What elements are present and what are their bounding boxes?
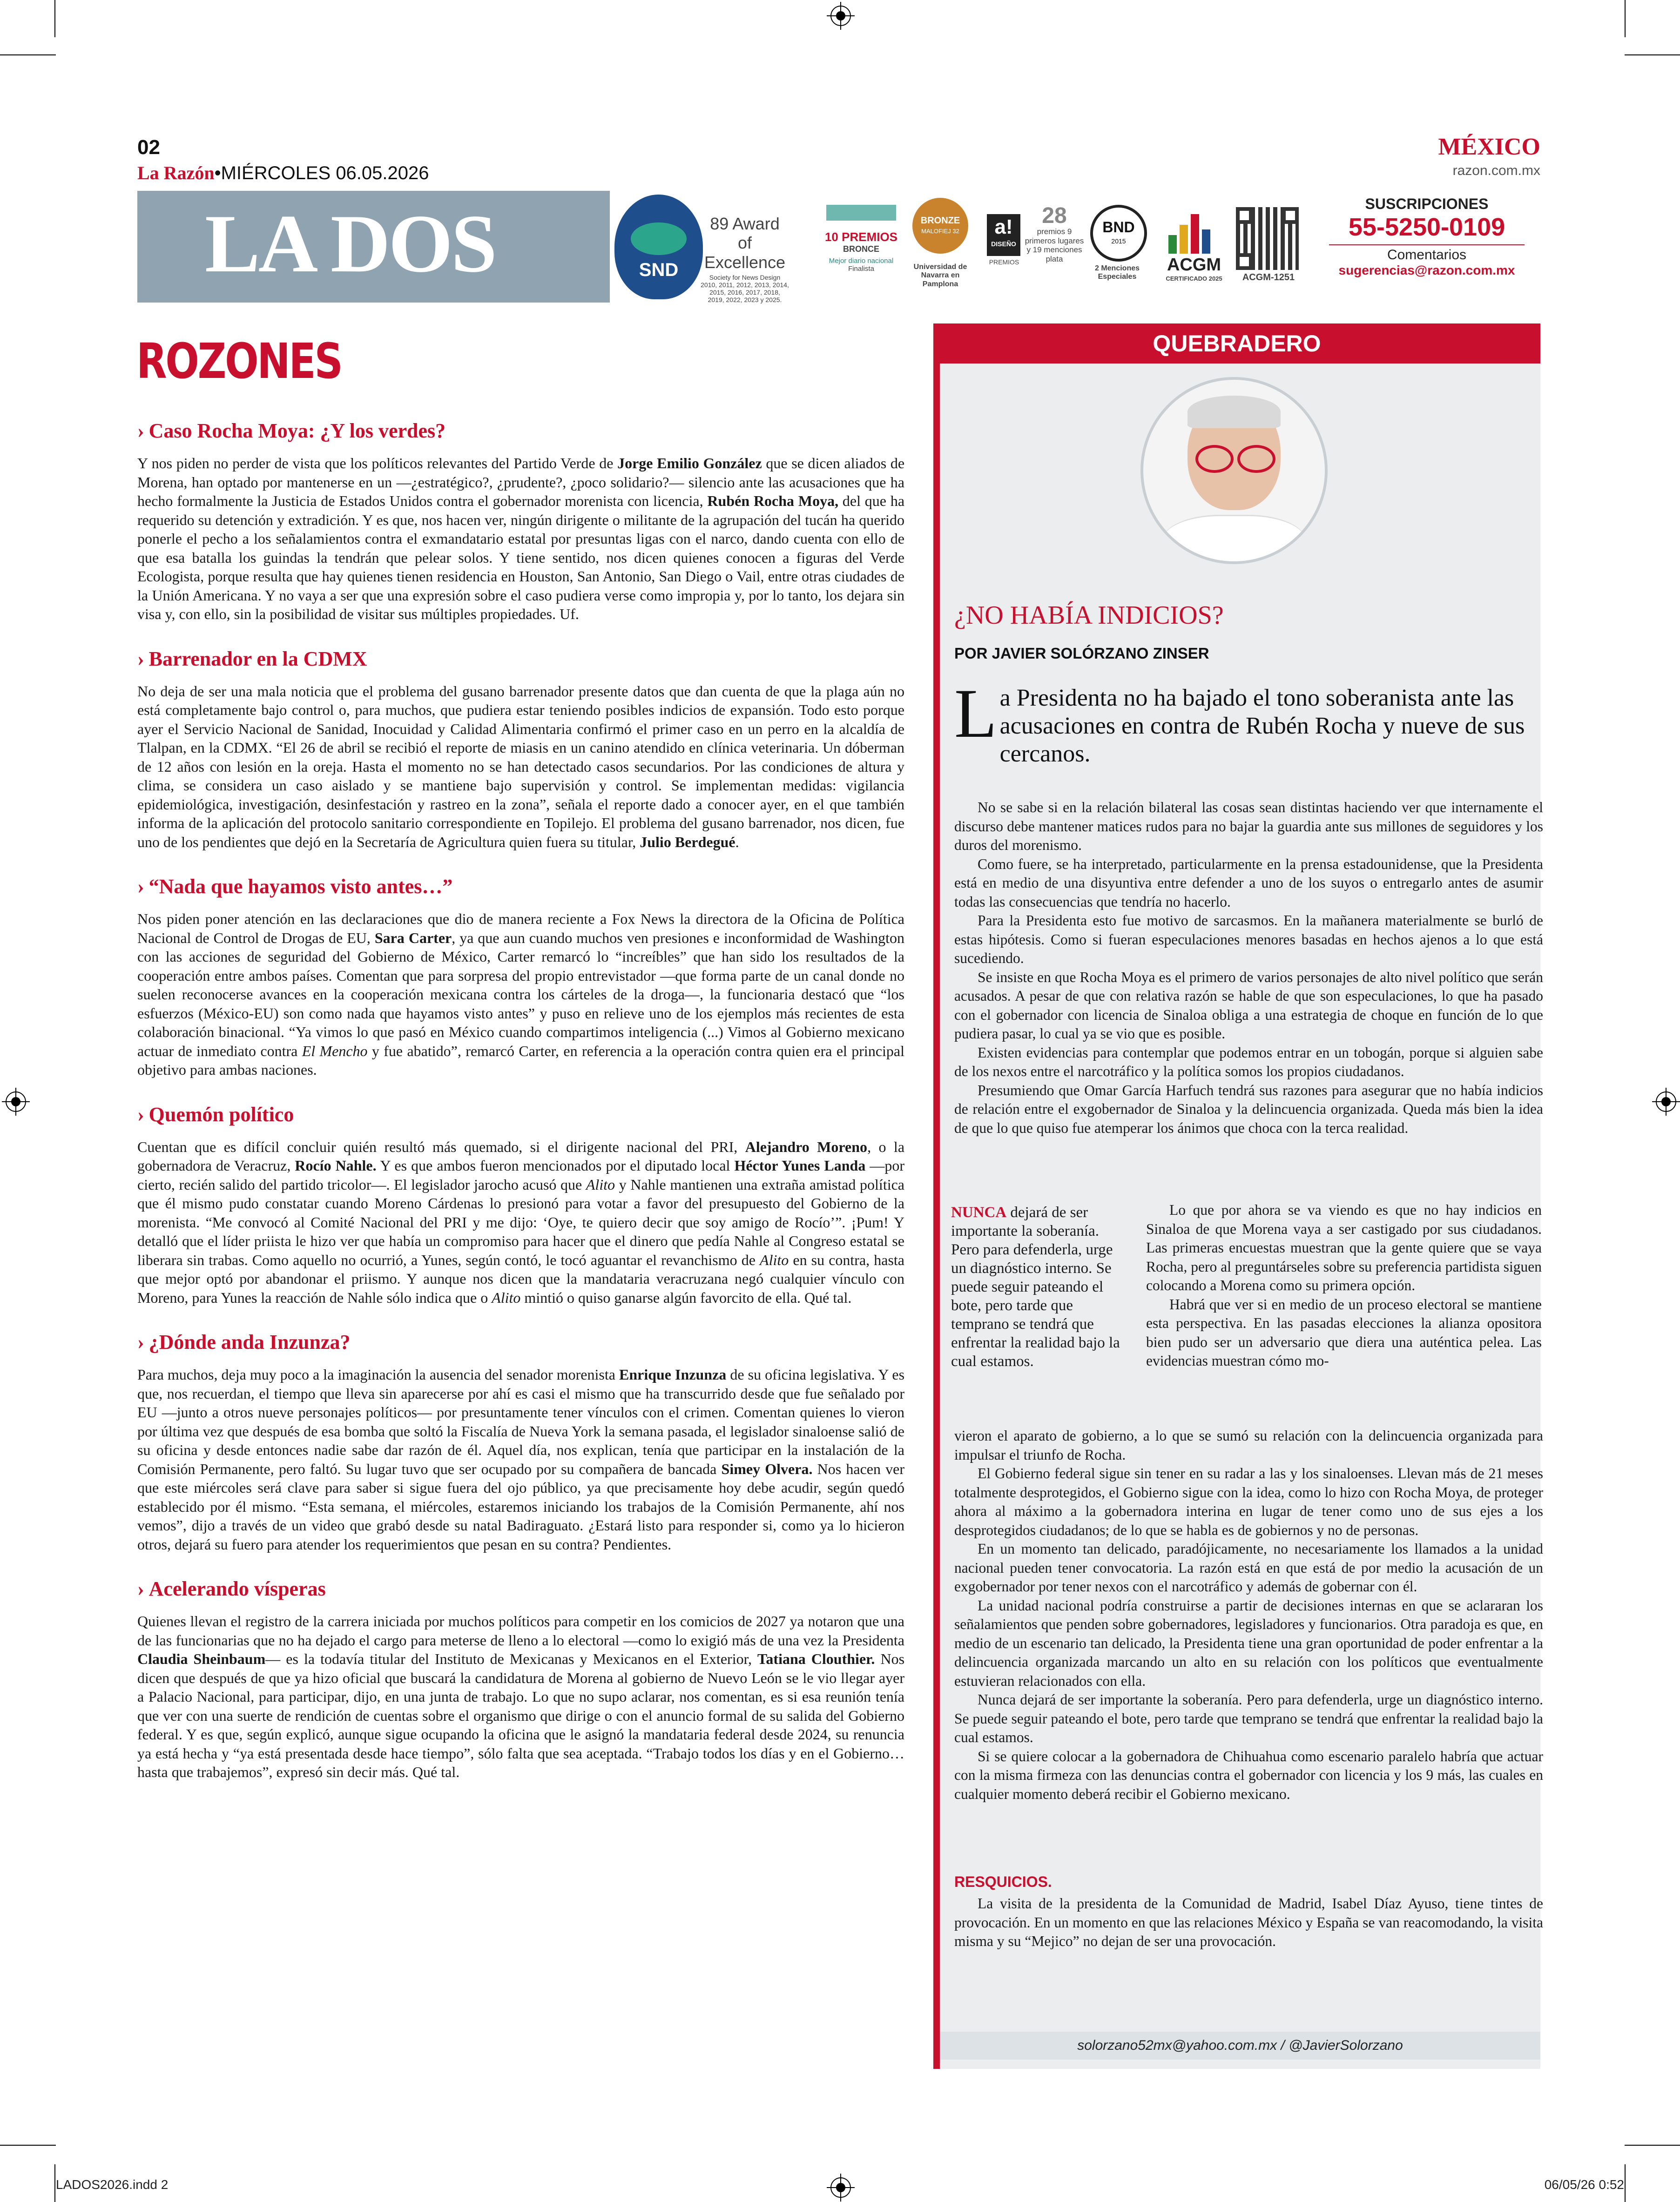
date: MIÉRCOLES 06.05.2026 bbox=[221, 163, 429, 183]
paragraph: Si se quiere colocar a la gobernadora de Chihuahua como escenario paralelo habría que actuar con la misma firmeza con las denuncias contra el gobernador con licencia y los 9 más, las cuales en cualquier momento deberá recibir el Gobierno mexicano. bbox=[954, 1748, 1543, 1802]
author-photo bbox=[1140, 377, 1328, 564]
paragraph: Nunca dejará de ser importante la soberanía. Pero para defenderla, urge un diagnóstico interno. Se puede seguir pateando el bote, pero tarde que temprano se tendrá que enfrentar la realidad bajo la cual estamos. bbox=[954, 1691, 1543, 1745]
rozones-item-head: Quemón político bbox=[148, 1103, 294, 1126]
separator: • bbox=[214, 163, 221, 183]
premios28-award bbox=[1024, 205, 1085, 263]
crop-mark bbox=[54, 0, 55, 37]
quebradero-rule bbox=[933, 347, 940, 2069]
rozones-item bbox=[137, 1103, 904, 1307]
rozones-item-head: Caso Rocha Moya: ¿Y los verdes? bbox=[148, 419, 446, 442]
acgm-desc: CERTIFICADO 2025 bbox=[1166, 275, 1222, 282]
rozones-title: ROZONES bbox=[136, 333, 342, 390]
quebradero-panel bbox=[933, 323, 1540, 2069]
paragraph: Se insiste en que Rocha Moya es el primero de varios personajes de alto nivel político que serán acusados. A pesar de que con relativa razón se hable de que son especulaciones, lo que ha pasado con el gobernador con licencia de Sinaloa obliga a una estrategia de choque en función de lo que pudiera pasar, lo cual ya se vio que es posible. bbox=[954, 969, 1543, 1042]
rozones-item bbox=[137, 647, 904, 852]
paragraph: Presumiendo que Omar García Harfuch tendrá sus razones para asegurar que no había indicios de relación entre el exgobernador de Sinaloa y la delincuencia organizada. Queda más bien la idea de que lo que quiso fue atemperar los ánimos que choca con la terca realidad. bbox=[954, 1082, 1543, 1136]
rozones-item-body: Y nos piden no perder de vista que los políticos relevantes del Partido Verde de Jorge Emilio González que se dicen aliados de Morena, han optado por mantenerse en un —¿estratégico?, ¿prudente?, ¿poco solidario?— silencio ante las acusaciones que ha hecho formalmente la Justicia de Estados Unidos contra el gobernador morenista con licencia, Rubén Rocha Moya, del que ha requerido su detención y extradición. Y es que, nos hacen ver, ningún dirigente o militante de la agrupación del tucán ha querido ponerle el pecho a los señalamientos contra el exmandatario estatal por presuntas ligas con el narco, dando cuenta con ello de que esa batalla los guindas la tendrán que pelear solos. Y tiene sentido, nos dicen quienes conocen a figuras del Verde Ecologista, porque resulta que hay quienes tienen residencia en Houston, San Antonio, San Diego o Vail, entre otras ciudades de la Unión Americana. Y no vaya a ser que una expresión sobre el caso pudiera verse como impropia y, por lo tanto, los dejara sin visa y, con ello, sin la posibilidad de visitar sus múltiples propiedades. Uf. bbox=[137, 455, 905, 622]
crop-mark bbox=[1625, 54, 1680, 55]
rozones-item bbox=[137, 1577, 904, 1782]
section-name: MÉXICO bbox=[1438, 134, 1540, 160]
drop-cap: L bbox=[954, 675, 997, 752]
bronze-desc: Universidad de Navarra en Pamplona bbox=[913, 263, 967, 288]
paragraph: La unidad nacional podría construirse a partir de decisiones internas en que se aclararan los señalamientos que penden sobre gobernadores, legisladores y funcionarios. Otra paradoja es que, en medio de un escenario tan delicado, la Presidenta tiene una gran oportunidad de poder enfrentar a la delincuencia organizada marcando un alto en su relación con los políticos que eventualmente estuvieran relacionados con ella. bbox=[954, 1597, 1543, 1689]
qr-code-icon[interactable] bbox=[1236, 207, 1299, 270]
acgm-label: ACGM bbox=[1167, 255, 1221, 275]
bnd-desc: 2 Menciones Especiales bbox=[1094, 264, 1140, 281]
subs-label: SUSCRIPCIONES bbox=[1365, 195, 1489, 212]
bronze-event: MALOFIEJ 32 bbox=[921, 228, 959, 235]
crop-mark bbox=[1625, 2145, 1680, 2146]
column-body-top bbox=[954, 798, 1543, 1138]
brand-name: La Razón bbox=[137, 162, 215, 183]
acgm-award bbox=[1159, 255, 1229, 283]
rozones-item-head: Barrenador en la CDMX bbox=[148, 647, 367, 670]
column-footer[interactable]: solorzano52mx@yahoo.com.mx / @JavierSolorzano bbox=[940, 2032, 1540, 2060]
subs-phone[interactable]: 55-5250-0109 bbox=[1348, 213, 1505, 241]
rozones-item-body: No deja de ser una mala noticia que el problema del gusano barrenador presente datos que dan cuenta de que la plaga aún no está completamente bajo control o, para muchos, que pudiera estar teniendo posibles indicios de expansión. Todo esto porque ayer el Servicio Nacional de Sanidad, Inocuidad y Calidad Alimentaria confirmó el primer caso en un perro en la alcaldía de Tlalpan, en la CDMX. “El 26 de abril se recibió el reporte de miasis en un canino atendido en clínica veterinaria. Un dóberman de 12 años con lesión en la oreja. Hasta el momento no se han detectado casos secundarios. Por las condiciones de altura y clima, se considera un caso aislado y se mantiene bajo supervisión y control. Se implementan medidas: vigilancia epidemiológica, investigación, desinfestación y rastreo en la zona”, señala el reporte dado a conocer ayer, en el que también informa de la aplicación del protocolo sanitario correspondiente en Topilejo. El problema del gusano barrenador, nos dicen, fue uno de los pendientes que dejó en la Secretaría de Agricultura quien fuera su titular, Julio Berdegué. bbox=[137, 682, 904, 850]
banner-title: LA DOS bbox=[205, 197, 495, 290]
subscriptions bbox=[1317, 195, 1536, 278]
premios28-count: 28 bbox=[1042, 203, 1067, 228]
rozones-item-head: ¿Dónde anda Inzunza? bbox=[148, 1331, 351, 1354]
pull-quote bbox=[951, 1203, 1128, 1371]
registration-mark bbox=[830, 6, 851, 26]
snd-award bbox=[701, 214, 789, 304]
snd-desc: Society for News Design 2010, 2011, 2012, 2013, 2014, 2015, 2016, 2017, 2018, 2019, 2022, 2023 y 2025. bbox=[701, 274, 789, 304]
paragraph: Para la Presidenta esto fue motivo de sarcasmos. En la mañanera materialmente se burló de estas hipótesis. Como si fueran especulaciones menores basadas en hechos ajenos a lo que está sucediendo. bbox=[954, 912, 1543, 966]
comments-email[interactable]: sugerencias@razon.com.mx bbox=[1338, 263, 1515, 278]
snd-badge-icon bbox=[614, 195, 703, 299]
column-byline: POR JAVIER SOLÓRZANO ZINSER bbox=[954, 645, 1209, 662]
pull-quote-text: dejará de ser importante la soberanía. Pero para defenderla, urge un diagnóstico interno. Se puede seguir pateando el bote, pero tarde que temprano se tendrá que enfrentar la realidad bajo la cual estamos. bbox=[951, 1204, 1120, 1370]
registration-mark bbox=[6, 1091, 26, 1112]
rozones-item-body: Para muchos, deja muy poco a la imaginación la ausencia del senador morenista Enrique Inzunza de su oficina legislativa. Y es que, nos recuerdan, el tiempo que lleva sin aparecerse por ahí es casi el mismo que ha transcurrido desde que fue señalado por EU —junto a otros nueve personajes políticos— por presuntamente tener vínculos con el crimen. Comentan quienes lo vieron por última vez que después de esa bomba que soltó la Fiscalía de Nueva York la semana pasada, el legislador sinaloense salió de su oficina y desde entonces nadie sabe dar razón de él. Aquel día, nos explican, tenía que participar en la instalación de la Comisión Permanente, pero faltó. Su lugar tuvo que ser ocupado por su compañera de bancada Simey Olvera. Nos hacen ver que este miércoles será clave para saber si sigue fuera del ojo público, ya que precisamente hoy debe acudir, según quedó establecido por él mismo. “Esta semana, el miércoles, estaremos iniciando los trabajos de la Comisión Permanente, ahí nos vemos”, dijo a través de un video que grabó desde su natal Badiraguato. ¿Estará listo para responder si, como ya lo hicieron otros, dejará su fuero para atender los requerimientos que pesan en su contra? Pendientes. bbox=[137, 1366, 905, 1553]
premios-logo-icon bbox=[826, 205, 896, 221]
crop-mark bbox=[0, 54, 56, 55]
pull-quote-lead: NUNCA bbox=[951, 1204, 1007, 1221]
premios-level: BRONCE bbox=[843, 244, 879, 254]
premios-award bbox=[812, 230, 910, 273]
diseno-mark: a! bbox=[994, 215, 1013, 238]
comments-label: Comentarios bbox=[1387, 247, 1467, 263]
resquicios-label: RESQUICIOS. bbox=[954, 1873, 1052, 1890]
arrow-right-icon: › bbox=[137, 419, 144, 442]
column-lead bbox=[954, 675, 1527, 768]
snd-label-text: of Excellence bbox=[704, 233, 786, 272]
arrow-right-icon: › bbox=[137, 1577, 144, 1600]
paragraph: En un momento tan delicado, paradójicamente, no necesariamente los llamados a la unidad nacional pueden tener convocatoria. La razón está en que está de por medio la acusación de un exgobernador por tener nexos con el narcotráfico y además de gobernar con él. bbox=[954, 1541, 1543, 1595]
paragraph: No se sabe si en la relación bilateral las cosas sean distintas haciendo ver que internamente el discurso debe mantener matices rudos para no bajar la guardia ante sus millones de seguidores y los duros del morenismo. bbox=[954, 799, 1543, 853]
arrow-right-icon: › bbox=[137, 1103, 144, 1126]
premios-sub: Finalista bbox=[848, 264, 874, 273]
site-url[interactable]: razon.com.mx bbox=[1452, 163, 1540, 178]
quebradero-label: QUEBRADERO bbox=[933, 323, 1540, 364]
paragraph: Lo que por ahora se va viendo es que no hay indicios en Sinaloa de que Morena vaya a ser castigado por sus ciudadanos. Las primeras encuestas muestran que la gente quiere que se vaya Rocha, pero al preguntárseles sobre su preferencia partidista siguen colocando a Morena como su primera opción. bbox=[1146, 1202, 1542, 1293]
paragraph: Habrá que ver si en medio de un proceso electoral se mantiene esta perspectiva. En las pasadas elecciones la alianza opositora bien pudo ser un adversario que diera una auténtica pelea. Las evidencias muestran cómo mo- bbox=[1146, 1296, 1542, 1369]
rozones-item bbox=[137, 875, 904, 1079]
snd-label: SND bbox=[639, 260, 679, 280]
rozones-item bbox=[137, 1330, 904, 1554]
paragraph: Existen evidencias para contemplar que podemos entrar en un tobogán, porque si alguien sabe de los nexos entre el narcotráfico y la política somos los propios ciudadanos. bbox=[954, 1044, 1543, 1079]
diseno-label: DISEÑO bbox=[991, 240, 1016, 248]
premios-count: 10 PREMIOS bbox=[824, 230, 898, 244]
rozones-item-body: Cuentan que es difícil concluir quién resultó más quemado, si el dirigente nacional del PRI, Alejandro Moreno, o la gobernadora de Veracruz, Rocío Nahle. Y es que ambos fueron mencionados por el diputado local Héctor Yunes Landa —por cierto, recién salido del partido tricolor—. El legislador jarocho acusó que Alito y Nahle mantienen una extraña amistad política que él mismo pudo constatar cuando Moreno Cárdenas lo presionó para votar a favor del presupuesto del Gobierno de la morenista. “Me convocó al Comité Nacional del PRI y me dijo: ‘Oye, te quiero decir que soy amigo de Rocío’”. ¡Pum! Y detalló que el líder priista le hizo ver que había un compromiso para hacer que el dinero que pedía Nahle al Congreso estatal se liberara sin trabas. Como aquello no ocurrió, a Yunes, según contó, le tocó aguantar el revanchismo de Alito en su contra, hasta que mejor optó por abandonar el priismo. Y aunque nos dicen que la mandataria veracruzana negó cualquier vínculo con Moreno, para Yunes la reacción de Nahle sólo indica que o Alito mintió o quiso ganarse algún favorcito de ella. Qué tal. bbox=[137, 1138, 905, 1306]
bnd-badge-icon bbox=[1090, 205, 1147, 262]
crop-mark bbox=[1625, 2164, 1626, 2202]
premios-desc: Mejor diario nacional bbox=[829, 256, 894, 265]
arrow-right-icon: › bbox=[137, 875, 144, 898]
rozones-item-body: Quienes llevan el registro de la carrera iniciada por muchos políticos para competir en los comicios de 2027 ya notaron que una de las funcionarias que no ha dejado el cargo para meterse de lleno a lo electoral —como lo exigió más de una vez la Presidenta Claudia Sheinbaum— es la todavía titular del Instituto de Mexicanas y Mexicanos en el Exterior, Tatiana Clouthier. Nos dicen que después de que ya hizo oficial que buscará la candidatura de Morena al gobierno de Nuevo León se le vio llegar ayer a Palacio Nacional, para participar, dijo, en una junta de trabajo. Lo que no supo aclarar, nos comentan, es si esa reunión tenía que ver con una suerte de rendición de cuentas sobre el organismo que dirige o con el anuncio formal de su salida del Gobierno federal. Y es que, según explicó, aunque sigue ocupando la oficina que le asignó la mandataria federal desde 2024, su renuncia ya está hecha y “ya está presentada desde hace tiempo”, sólo falta que sea aceptada. “Trabajo todos los días y en el Gobierno… hasta que trabajemos”, expresó sin decir más. Qué tal. bbox=[137, 1613, 905, 1780]
dateline bbox=[137, 162, 429, 184]
resquicios-body bbox=[954, 1894, 1543, 1951]
registration-mark bbox=[1656, 1091, 1676, 1112]
snd-count: 89 Award bbox=[710, 214, 780, 233]
registration-mark bbox=[830, 2177, 851, 2198]
paragraph: vieron el aparato de gobierno, a lo que se sumó su relación con la delincuencia organizada para impulsar el triunfo de Rocha. bbox=[954, 1428, 1543, 1463]
arrow-right-icon: › bbox=[137, 647, 144, 670]
bnd-year: 2015 bbox=[1111, 237, 1126, 245]
column-headline: ¿NO HABÍA INDICIOS? bbox=[954, 601, 1224, 630]
arrow-right-icon: › bbox=[137, 1331, 144, 1354]
page-number: 02 bbox=[137, 136, 160, 159]
rozones-item-head: Acelerando vísperas bbox=[148, 1577, 326, 1600]
column-body-bottom bbox=[954, 1427, 1543, 1804]
rozones-item-head: “Nada que hayamos visto antes…” bbox=[148, 875, 453, 898]
rozones-item-body: Nos piden poner atención en las declaraciones que dio de manera reciente a Fox News la directora de la Oficina de Política Nacional de Control de Drogas de EU, Sara Carter, ya que aun cuando muchos ven presiones e inconformidad de Washington con las acciones de seguridad del Gobierno de México, Carter remarcó lo “increíbles” que han sido los resultados de la cooperación entre ambos países. Comentan que para sorpresa del propio entrevistador —que forma parte de un canal donde no suelen reconocerse avances en la cooperación mexicana contra los cárteles de la droga—, la funcionaria destacó que “los esfuerzos (México-EU) son como nada que hayamos visto antes” y puso en relieve uno de los ejemplos más recientes de esta colaboración binacional. “Ya vimos lo que pasó en México cuando compartimos inteligencia (...) Vimos al Gobierno mexicano actuar de inmediato contra El Mencho y fue abatido”, remarcó Carter, en referencia a la operación contra quien era el principal objetivo para ambas naciones. bbox=[137, 910, 905, 1078]
bronze-label: BRONZE bbox=[920, 215, 960, 226]
rozones-item bbox=[137, 419, 904, 624]
bnd-label: BND bbox=[1102, 219, 1135, 236]
lead-text: a Presidenta no ha bajado el tono soberanista ante las acusaciones en contra de Rubén Rocha y nueve de sus cercanos. bbox=[999, 685, 1525, 767]
file-slug: LADOS2026.indd 2 bbox=[56, 2177, 169, 2192]
column-body-side bbox=[1146, 1201, 1542, 1371]
time-stamp: 06/05/26 0:52 bbox=[1544, 2177, 1624, 2192]
acgm-code: ACGM-1251 bbox=[1242, 272, 1295, 283]
rozones-column bbox=[137, 419, 904, 1782]
diseno-logo-icon bbox=[987, 214, 1020, 256]
crop-mark bbox=[54, 2164, 55, 2202]
crop-mark bbox=[1625, 0, 1626, 37]
paragraph: La visita de la presidenta de la Comunidad de Madrid, Isabel Díaz Ayuso, tiene tintes de provocación. En un momento en que las relaciones México y España se van reacomodando, la visita misma y su “Mejico” no dejan de ser una provocación. bbox=[954, 1895, 1543, 1949]
bronze-medal-icon bbox=[912, 198, 968, 254]
diseno-sub: PREMIOS bbox=[989, 258, 1019, 266]
acgm-chart-icon bbox=[1168, 212, 1220, 254]
crop-mark bbox=[0, 2145, 56, 2146]
paragraph: El Gobierno federal sigue sin tener en su radar a las y los sinaloenses. Llevan más de 21 meses totalmente desprotegidos, el Gobierno sigue con la idea, como lo hizo con Rocha Moya, de proteger ahora al máximo a la gobernadora interina en lugar de tener como uno de sus ejes a los desprotegidos ciudadanos; de lo que se habla es de gobiernos y no de personas. bbox=[954, 1465, 1543, 1538]
premios28-desc: premios 9 primeros lugares y 19 menciones plata bbox=[1025, 227, 1084, 263]
paragraph: Como fuere, se ha interpretado, particularmente en la prensa estadounidense, que la Presidenta está en medio de una disyuntiva entre defender a uno de los suyos o entregarlo antes de asumir todas las consecuencias que tendría no hacerlo. bbox=[954, 855, 1543, 910]
